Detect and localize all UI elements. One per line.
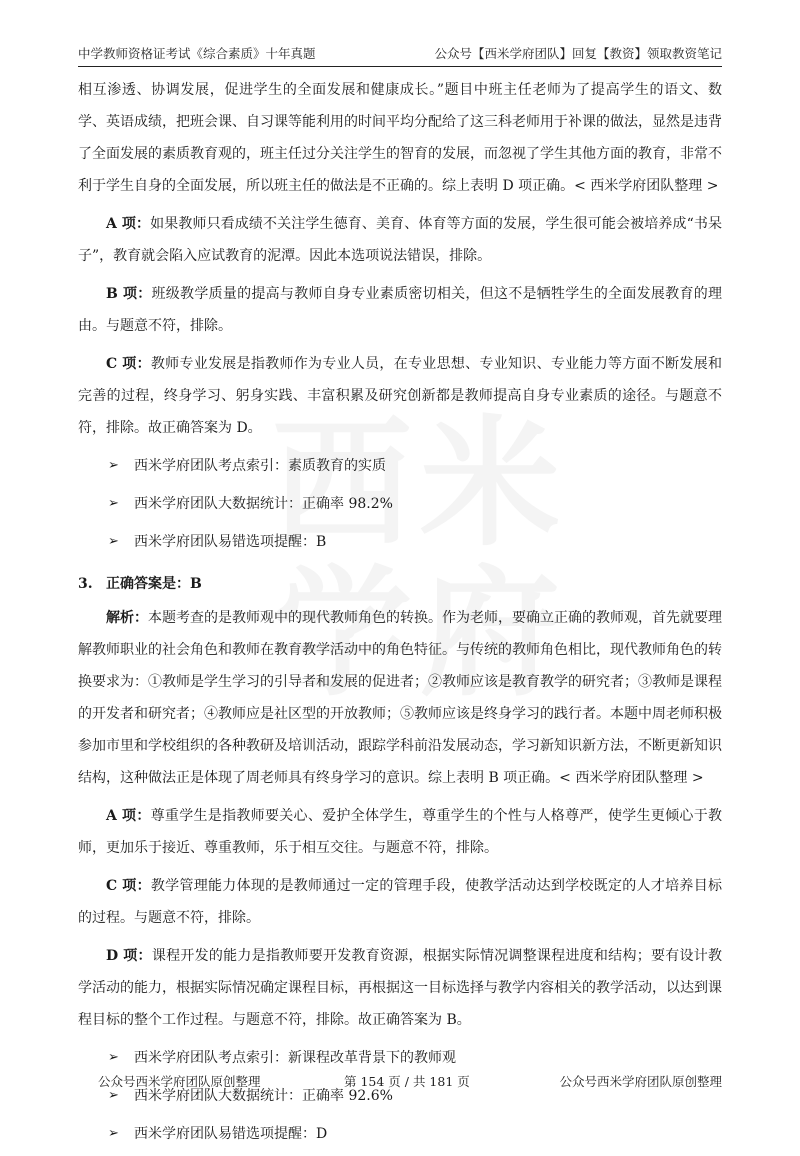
bullet-text: 西米学府团队易错选项提醒：D xyxy=(134,1126,328,1142)
page-number: 第 154 页 / 共 181 页 xyxy=(344,1074,470,1089)
arrow-bullet-icon: ➢ xyxy=(108,534,119,549)
q2-option-b-text: 班级教学质量的提高与教师自身专业素质密切相关，但这不是牺牲学生的全面发展教育的理由。与题意不符，排除。 xyxy=(78,286,722,334)
q2-option-b-label: B 项： xyxy=(106,286,152,302)
q3-analysis-label: 解析： xyxy=(106,610,148,626)
q2-bullet-error xyxy=(78,526,722,560)
q2-option-c-text: 教师专业发展是指教师作为专业人员，在专业思想、专业知识、专业能力等方面不断发展和完善的过程，终身学习、躬身实践、丰富积累及研究创新都是教师提高自身专业素质的途径。与题意不符，排除。故正确答案为 D。 xyxy=(78,356,722,436)
arrow-bullet-icon: ➢ xyxy=(108,1126,119,1141)
bullet-text: 西米学府团队考点索引：新课程改革背景下的教师观 xyxy=(134,1050,456,1066)
q3-option-d-label: D 项： xyxy=(106,948,152,964)
q2-bullet-stats xyxy=(78,488,722,522)
bullet-text: 西米学府团队考点索引：素质教育的实质 xyxy=(134,458,386,474)
footer-left: 公众号西米学府团队原创整理 xyxy=(98,1074,261,1089)
q3-analysis xyxy=(78,602,722,794)
q2-option-c-label: C 项： xyxy=(106,356,151,372)
q2-option-a-label: A 项： xyxy=(106,216,151,232)
arrow-bullet-icon: ➢ xyxy=(108,496,119,511)
q3-option-d-text: 课程开发的能力是指教师要开发教育资源，根据实际情况调整课程进度和结构；要有设计教学活动的能力，根据实际情况确定课程目标，再根据这一目标选择与教学内容相关的教学活动，以达到课程目标的整个工作过程。与题意不符，排除。故正确答案为 B。 xyxy=(78,948,723,1028)
footer-right: 公众号西米学府团队原创整理 xyxy=(559,1074,722,1089)
header-title: 中学教师资格证考试《综合素质》十年真题 xyxy=(78,46,316,61)
arrow-bullet-icon: ➢ xyxy=(108,1088,119,1103)
arrow-bullet-icon: ➢ xyxy=(108,458,119,473)
q2-option-c xyxy=(78,348,722,444)
bullet-text: 西米学府团队大数据统计：正确率 98.2% xyxy=(134,496,393,512)
continued-paragraph: 相互渗透、协调发展，促进学生的全面发展和健康成长。”题目中班主任老师为了提高学生的语文、数学、英语成绩，把班会课、自习课等能利用的时间平均分配给了这三科老师用于补课的做法，显然是违背了全面发展的素质教育观的，班主任过分关注学生的智育的发展，而忽视了学生其他方面的教育，非常不利于学生自身的全面发展，所以班主任的做法是不正确的。综上表明 D 项正确。< 西米学府团队整理 > xyxy=(78,82,722,194)
q3-option-c xyxy=(78,870,722,934)
q3-bullet-error xyxy=(78,1118,722,1152)
q3-option-c-text: 教学管理能力体现的是教师通过一定的管理手段，使教学活动达到学校既定的人才培养目标的过程。与题意不符，排除。 xyxy=(78,878,722,926)
q3-option-d xyxy=(78,940,722,1036)
q3-option-a-label: A 项： xyxy=(106,808,151,824)
q3-answer-heading xyxy=(78,568,722,600)
q3-analysis-text: 本题考查的是教师观中的现代教师角色的转换。作为老师，要确立正确的教师观，首先就要理解教师职业的社会角色和教师在教育教学活动中的角色特征。与传统的教师角色相比，现代教师角色的转换要求为：①教师是学生学习的引导者和发展的促进者；②教师应该是教育教学的研究者；③教师是课程的开发者和研究者；④教师应是社区型的开放教师；⑤教师应该是终身学习的践行者。本题中周老师积极参加市里和学校组织的各种教研及培训活动，跟踪学科前沿发展动态，学习新知识新方法，不断更新知识结构，这种做法正是体现了周老师具有终身学习的意识。综上表明 B 项正确。< 西米学府团队整理 > xyxy=(78,610,722,786)
q2-option-a-text: 如果教师只看成绩不关注学生德育、美育、体育等方面的发展，学生很可能会被培养成“书呆子”，教育就会陷入应试教育的泥潭。因此本选项说法错误，排除。 xyxy=(78,216,722,264)
bullet-text: 西米学府团队易错选项提醒：B xyxy=(134,534,327,550)
header-promo: 公众号【西米学府团队】回复【教资】领取教资笔记 xyxy=(434,46,722,61)
q3-option-c-label: C 项： xyxy=(106,878,151,894)
q3-option-a-text: 尊重学生是指教师要关心、爱护全体学生，尊重学生的个性与人格尊严，使学生更倾心于教师，更加乐于接近、尊重教师，乐于相互交往。与题意不符，排除。 xyxy=(78,808,722,856)
q2-bullet-index xyxy=(78,450,722,484)
page-header xyxy=(78,40,722,67)
q3-number: 3. xyxy=(78,576,93,592)
q3-bullet-index xyxy=(78,1042,722,1076)
q2-option-a xyxy=(78,208,722,272)
page-footer xyxy=(78,1072,722,1092)
arrow-bullet-icon: ➢ xyxy=(108,1050,119,1065)
q3-answer: 正确答案是：B xyxy=(106,576,202,592)
bullet-text: 西米学府团队大数据统计：正确率 92.6% xyxy=(134,1088,393,1104)
page-content xyxy=(78,74,722,1156)
q2-option-b xyxy=(78,278,722,342)
q3-option-a xyxy=(78,800,722,864)
